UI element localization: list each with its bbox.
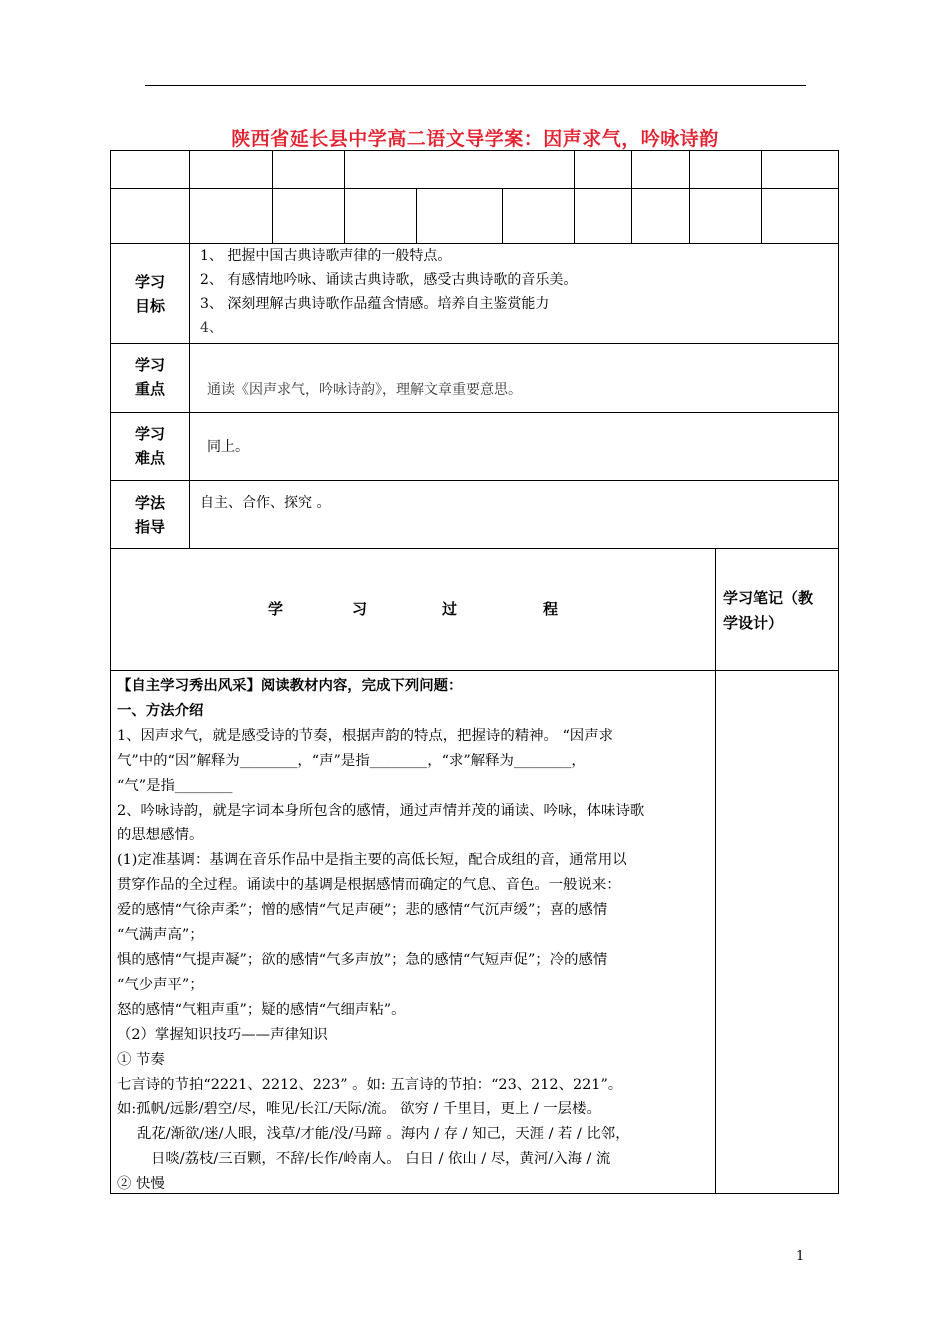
col-divider: [689, 150, 690, 243]
content-line: 爱的感情“气徐声柔”；憎的感情“气足声硬”；悲的感情“气沉声缓”；喜的感情: [117, 902, 608, 919]
row-divider: [110, 670, 839, 671]
col-divider: [344, 150, 345, 243]
key-points-text: 通读《因声求气，吟咏诗韵》，理解文章重要意思。: [207, 382, 522, 398]
col-divider: [272, 150, 273, 243]
objective-item: 3、 深刻理解古典诗歌作品蕴含情感。培养自主鉴赏能力: [200, 296, 550, 312]
method-text: 自主、合作、探究 。: [200, 495, 331, 511]
content-line: 七言诗的节拍“2221、2212、223” 。如: 五言诗的节拍：“23、212、221”。: [117, 1076, 623, 1093]
content-line: 乱花/渐欲/迷/人眼，浅草/才能/没/马蹄 。海内 / 存 / 知己，天涯 / 若 / 比邻，: [137, 1126, 630, 1143]
content-line: “气少声平”；: [117, 976, 204, 993]
content-line: 怒的感情“气粗声重”；疑的感情“气细声粘”。: [117, 1001, 406, 1018]
content-line: 日啖/荔枝/三百颗，不辞/长作/岭南人。 白日 / 依山 / 尽，黄河/入海 / 流: [151, 1151, 611, 1168]
page-number: 1: [796, 1249, 805, 1264]
objective-item: 2、 有感情地吟咏、诵读古典诗歌，感受古典诗歌的音乐美。: [200, 272, 578, 288]
content-line: (1)定准基调：基调在音乐作品中是指主要的高低长短，配合成组的音，通常用以: [117, 852, 627, 869]
row-divider: [110, 548, 839, 549]
content-line: “气满声高”；: [117, 927, 204, 944]
difficulties-label: 学习 难点: [134, 425, 165, 467]
study-content: [117, 674, 711, 1197]
content-line: 2、吟咏诗韵，就是字词本身所包含的感情，通过声情并茂的诵读、吟咏，体味诗歌: [117, 802, 645, 819]
objectives-list: [200, 244, 577, 340]
content-line: 贯穿作品的全过程。诵读中的基调是根据感情而确定的气息、音色。一般说来：: [117, 877, 621, 894]
objectives-label: 学习 目标: [134, 273, 165, 315]
row-divider: [110, 480, 839, 481]
difficulties-text: 同上。: [207, 439, 249, 455]
header-rule: [145, 85, 806, 86]
col-divider: [189, 150, 190, 243]
col-divider: [574, 150, 575, 243]
objective-item: 1、 把握中国古典诗歌声律的一般特点。: [200, 248, 452, 264]
row-divider: [110, 412, 839, 413]
col-divider: [631, 150, 632, 243]
content-line: 气”中的“因”解释为________，“声”是指________，“求”解释为________，: [117, 752, 586, 769]
content-line: 惧的感情“气提声凝”；欲的感情“气多声放”；急的感情“气短声促”；冷的感情: [117, 951, 608, 968]
content-line: （2）掌握知识技巧——声律知识: [117, 1026, 328, 1043]
key-points-label: 学习 重点: [134, 356, 165, 398]
content-line: 如:孤帆/远影/碧空/尽，唯见/长江/天际/流。 欲穷 / 千里目，更上 / 一层楼。: [117, 1101, 601, 1118]
row-divider: [110, 188, 839, 189]
objective-item: 4、: [200, 320, 223, 336]
row-divider: [110, 343, 839, 344]
col-divider: [502, 188, 503, 243]
content-line: 的思想感情。: [117, 827, 204, 844]
content-line: 【自主学习秀出风采】阅读教材内容，完成下列问题：: [117, 677, 463, 694]
method-label: 学法 指导: [134, 494, 165, 536]
content-line: ② 快慢: [117, 1176, 165, 1193]
notes-heading: 学习笔记（教 学设计）: [723, 589, 814, 632]
content-line: 1、因声求气，就是感受诗的节奏，根据声韵的特点，把握诗的精神。 “因声求: [117, 727, 613, 744]
col-divider: [416, 188, 417, 243]
col-divider: [761, 150, 762, 243]
notes-col-divider: [715, 548, 716, 1194]
content-line: “气”是指________: [117, 777, 233, 794]
page-title: 陕西省延长县中学高二语文导学案：因声求气，吟咏诗韵: [231, 128, 719, 150]
content-line: ① 节奏: [117, 1051, 165, 1068]
content-line: 一、方法介绍: [117, 701, 204, 719]
